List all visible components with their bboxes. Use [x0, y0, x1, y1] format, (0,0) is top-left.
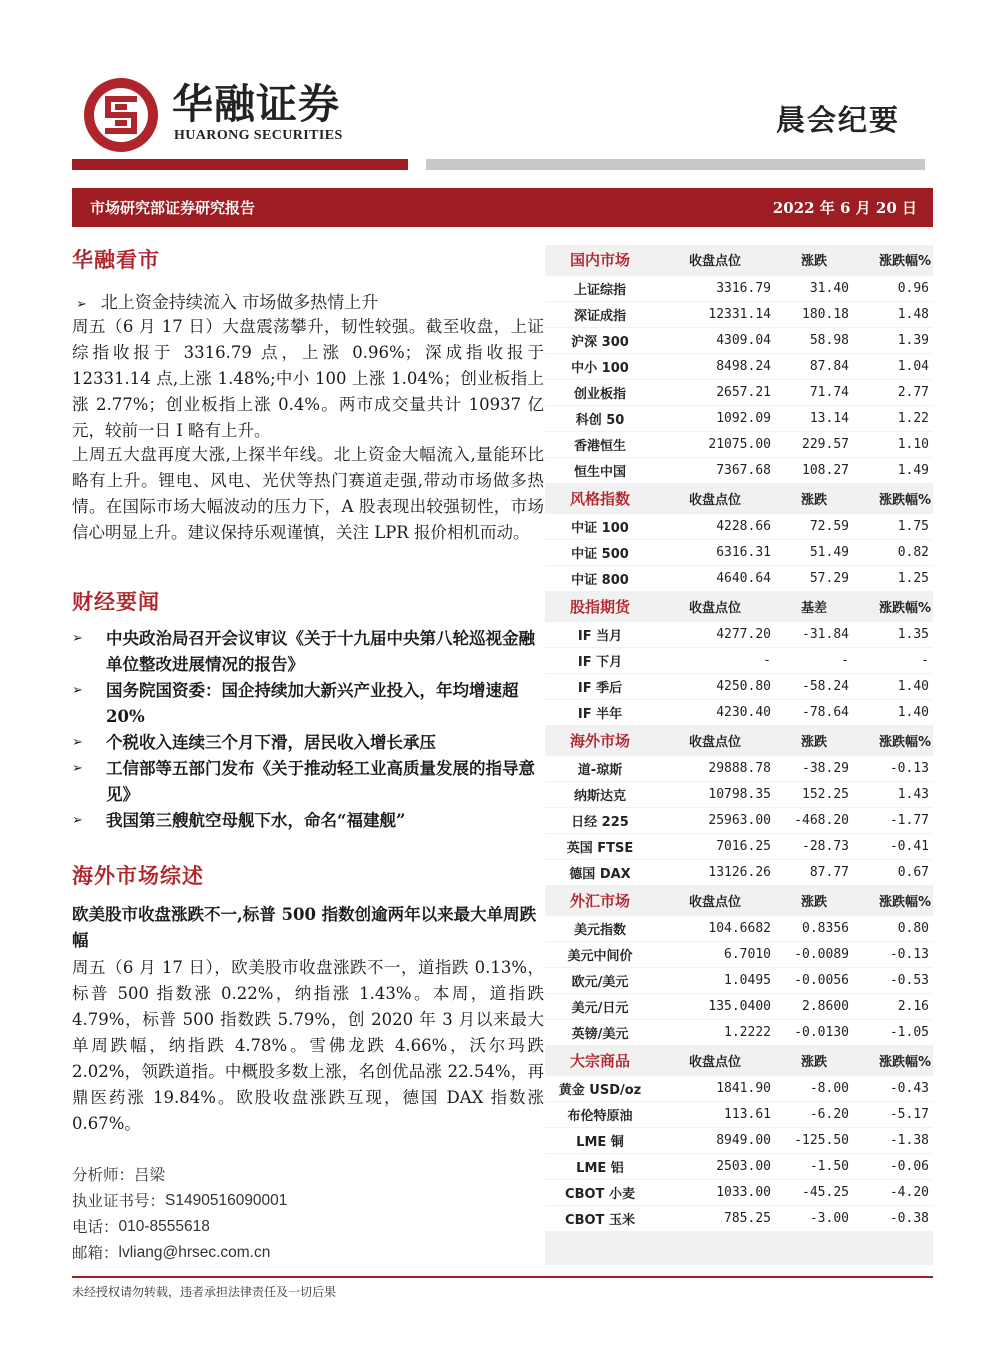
analyst-cert-row: [72, 1188, 287, 1214]
market-data-table: [545, 245, 933, 1232]
table-row: [545, 1153, 933, 1179]
table-cell: 1092.09: [655, 405, 775, 431]
table-cell: 4309.04: [655, 327, 775, 353]
table-cell: -4.20: [853, 1179, 933, 1205]
report-banner: [72, 188, 933, 227]
instrument-name: 沪深 300: [545, 327, 655, 353]
analyst-email: lvliang@hrsec.com.cn: [118, 1244, 271, 1261]
instrument-name: 英镑/美元: [545, 1019, 655, 1045]
market-view-subheading-text: 北上资金持续流入 市场做多热情上升: [100, 293, 379, 313]
analyst-phone-row: [72, 1214, 287, 1240]
table-row: [545, 513, 933, 539]
section-title-overseas-review: 海外市场综述: [72, 863, 204, 888]
analyst-phone-label: 电话：: [72, 1218, 119, 1236]
table-row: [545, 275, 933, 301]
table-cell: -38.29: [775, 755, 853, 781]
table-column-header: 收盘点位: [655, 591, 775, 621]
instrument-name: 英国 FTSE: [545, 833, 655, 859]
news-item-text: 我国第三艘航空母舰下水，命名“福建舰”: [106, 811, 406, 830]
table-cell: -3.00: [775, 1205, 853, 1231]
table-cell: -125.50: [775, 1127, 853, 1153]
footer-divider: [72, 1276, 933, 1278]
table-column-header: 涨跌: [775, 1045, 853, 1075]
table-cell: -5.17: [853, 1101, 933, 1127]
news-item-text: 国务院国资委：国企持续加大新兴产业投入，年均增速超 20%: [106, 681, 519, 726]
table-group-title: 大宗商品: [545, 1045, 655, 1075]
header-gray-bar: [426, 159, 925, 170]
table-cell: -78.64: [775, 699, 853, 725]
table-cell: -6.20: [775, 1101, 853, 1127]
table-cell: 6.7010: [655, 941, 775, 967]
table-row: [545, 993, 933, 1019]
list-item: [72, 678, 544, 730]
table-cell: 4277.20: [655, 621, 775, 647]
table-cell: 7016.25: [655, 833, 775, 859]
table-row: [545, 565, 933, 591]
market-data-sidebar: [545, 245, 933, 1265]
table-row: [545, 1205, 933, 1231]
table-cell: 229.57: [775, 431, 853, 457]
table-cell: 3316.79: [655, 275, 775, 301]
section-title-finance-news: 财经要闻: [72, 589, 160, 614]
news-item-text: 中央政治局召开会议审议《关于十九届中央第八轮巡视金融单位整改进展情况的报告》: [106, 629, 535, 674]
table-row: [545, 699, 933, 725]
table-cell: 104.6682: [655, 915, 775, 941]
instrument-name: 布伦特原油: [545, 1101, 655, 1127]
table-row: [545, 301, 933, 327]
table-row: [545, 1075, 933, 1101]
analyst-cert-number: S1490516090001: [165, 1192, 288, 1209]
table-group-title: 股指期货: [545, 591, 655, 621]
table-cell: 113.61: [655, 1101, 775, 1127]
table-group-header: [545, 483, 933, 513]
table-cell: -0.53: [853, 967, 933, 993]
arrow-bullet-icon: ➢: [72, 683, 83, 698]
table-column-header: 收盘点位: [655, 885, 775, 915]
table-cell: 152.25: [775, 781, 853, 807]
table-row: [545, 379, 933, 405]
table-cell: 4230.40: [655, 699, 775, 725]
arrow-bullet-icon: ➢: [72, 631, 83, 646]
table-cell: 1841.90: [655, 1075, 775, 1101]
table-cell: 0.96: [853, 275, 933, 301]
table-cell: 2.16: [853, 993, 933, 1019]
market-view-paragraph-1: 周五（6 月 17 日）大盘震荡攀升，韧性较强。截至收盘，上证综指收报于 3316.79 点，上涨 0.96%；深成指收报于 12331.14 点,上涨 1.48%;中小 100 上涨 1.04%；创业板指上涨 2.77%；创业板指上涨 0.4%。两市成交量共计 10937 亿元，较前一日 I 略有上升。: [72, 317, 544, 440]
table-cell: 0.8356: [775, 915, 853, 941]
table-cell: -0.43: [853, 1075, 933, 1101]
table-group-title: 外汇市场: [545, 885, 655, 915]
table-cell: 180.18: [775, 301, 853, 327]
table-row: [545, 647, 933, 673]
table-cell: 29888.78: [655, 755, 775, 781]
instrument-name: 美元中间价: [545, 941, 655, 967]
table-cell: -1.50: [775, 1153, 853, 1179]
table-cell: -28.73: [775, 833, 853, 859]
table-cell: 57.29: [775, 565, 853, 591]
table-column-header: 涨跌: [775, 725, 853, 755]
table-cell: 87.84: [775, 353, 853, 379]
table-cell: 1.75: [853, 513, 933, 539]
table-row: [545, 941, 933, 967]
table-cell: 1.35: [853, 621, 933, 647]
table-group-title: 国内市场: [545, 245, 655, 275]
table-cell: -1.38: [853, 1127, 933, 1153]
table-cell: -468.20: [775, 807, 853, 833]
table-row: [545, 621, 933, 647]
table-cell: 2.8600: [775, 993, 853, 1019]
table-cell: -1.05: [853, 1019, 933, 1045]
table-column-header: 收盘点位: [655, 725, 775, 755]
instrument-name: 黄金 USD/oz: [545, 1075, 655, 1101]
market-view-subheading: [76, 288, 378, 313]
table-cell: 1.10: [853, 431, 933, 457]
instrument-name: CBOT 玉米: [545, 1205, 655, 1231]
table-row: [545, 539, 933, 565]
news-item-text: 个税收入连续三个月下滑，居民收入增长承压: [106, 733, 436, 752]
table-cell: 8949.00: [655, 1127, 775, 1153]
table-cell: 12331.14: [655, 301, 775, 327]
table-cell: -31.84: [775, 621, 853, 647]
table-cell: -45.25: [775, 1179, 853, 1205]
table-column-header: 涨跌幅%: [853, 1045, 933, 1075]
table-row: [545, 915, 933, 941]
table-cell: -0.38: [853, 1205, 933, 1231]
instrument-name: 美元/日元: [545, 993, 655, 1019]
table-row: [545, 967, 933, 993]
table-column-header: 涨跌幅%: [853, 725, 933, 755]
table-row: [545, 1179, 933, 1205]
table-column-header: 涨跌: [775, 245, 853, 275]
analyst-phone: 010-8555618: [118, 1218, 210, 1235]
table-column-header: 涨跌: [775, 483, 853, 513]
table-cell: 2.77: [853, 379, 933, 405]
instrument-name: 恒生中国: [545, 457, 655, 483]
table-cell: 1.39: [853, 327, 933, 353]
overseas-paragraph: 周五（6 月 17 日），欧美股市收盘涨跌不一，道指跌 0.13%，标普 500 指数涨 0.22%，纳指涨 1.43%。本周，道指跌 4.79%，标普 500 指数跌 5.79%，创 2020 年 3 月以来最大单周跌幅，纳指跌 4.78%。雪佛龙跌 4.66%，沃尔玛跌 2.02%，领跌道指。中概股多数上涨，名创优品涨 22.54%，再鼎医药涨 19.84%。欧股收盘涨跌互现，德国 DAX 指数涨 0.67%。: [72, 958, 544, 1133]
table-cell: 2503.00: [655, 1153, 775, 1179]
table-group-header: [545, 1045, 933, 1075]
table-cell: -0.06: [853, 1153, 933, 1179]
table-cell: 25963.00: [655, 807, 775, 833]
table-cell: 10798.35: [655, 781, 775, 807]
table-column-header: 涨跌: [775, 885, 853, 915]
instrument-name: 德国 DAX: [545, 859, 655, 885]
table-cell: 1.49: [853, 457, 933, 483]
table-column-header: 收盘点位: [655, 1045, 775, 1075]
list-item: [72, 730, 544, 756]
arrow-bullet-icon: ➢: [72, 813, 83, 828]
instrument-name: IF 季后: [545, 673, 655, 699]
instrument-name: 中证 800: [545, 565, 655, 591]
table-cell: 1033.00: [655, 1179, 775, 1205]
table-cell: 72.59: [775, 513, 853, 539]
table-cell: -1.77: [853, 807, 933, 833]
analyst-email-label: 邮箱：: [72, 1244, 119, 1262]
table-cell: -0.0089: [775, 941, 853, 967]
table-cell: -: [775, 647, 853, 673]
instrument-name: 道-琼斯: [545, 755, 655, 781]
analyst-info: [72, 1162, 287, 1266]
brand-name-en: HUARONG SECURITIES: [174, 128, 343, 143]
table-cell: 0.67: [853, 859, 933, 885]
table-group-title: 海外市场: [545, 725, 655, 755]
document-type: 晨会纪要: [775, 103, 900, 137]
instrument-name: LME 铜: [545, 1127, 655, 1153]
instrument-name: CBOT 小麦: [545, 1179, 655, 1205]
table-column-header: 涨跌幅%: [853, 885, 933, 915]
instrument-name: 上证综指: [545, 275, 655, 301]
table-row: [545, 431, 933, 457]
table-row: [545, 327, 933, 353]
table-cell: 87.77: [775, 859, 853, 885]
instrument-name: 美元指数: [545, 915, 655, 941]
table-cell: 1.25: [853, 565, 933, 591]
table-column-header: 涨跌幅%: [853, 483, 933, 513]
arrow-bullet-icon: ➢: [72, 761, 83, 776]
table-row: [545, 755, 933, 781]
table-cell: -0.41: [853, 833, 933, 859]
table-row: [545, 833, 933, 859]
instrument-name: 中证 500: [545, 539, 655, 565]
table-cell: 1.0495: [655, 967, 775, 993]
list-item: [72, 808, 544, 834]
instrument-name: 香港恒生: [545, 431, 655, 457]
table-row: [545, 457, 933, 483]
analyst-name-row: [72, 1162, 287, 1188]
table-cell: -0.0130: [775, 1019, 853, 1045]
table-cell: 0.80: [853, 915, 933, 941]
instrument-name: 欧元/美元: [545, 967, 655, 993]
table-cell: -0.13: [853, 941, 933, 967]
table-row: [545, 1127, 933, 1153]
finance-news-list: [72, 626, 544, 834]
table-row: [545, 1019, 933, 1045]
instrument-name: IF 下月: [545, 647, 655, 673]
table-cell: 1.2222: [655, 1019, 775, 1045]
table-row: [545, 405, 933, 431]
table-cell: 0.82: [853, 539, 933, 565]
table-column-header: 基差: [775, 591, 853, 621]
table-cell: 21075.00: [655, 431, 775, 457]
table-row: [545, 673, 933, 699]
overseas-headline: 欧美股市收盘涨跌不一,标普 500 指数创逾两年以来最大单周跌幅: [72, 905, 537, 950]
instrument-name: IF 半年: [545, 699, 655, 725]
list-item: [72, 626, 544, 678]
arrow-bullet-icon: ➢: [72, 735, 83, 750]
analyst-name-label: 分析师：: [72, 1166, 135, 1184]
instrument-name: 日经 225: [545, 807, 655, 833]
table-group-header: [545, 591, 933, 621]
table-cell: 1.40: [853, 699, 933, 725]
table-group-header: [545, 245, 933, 275]
table-cell: 4250.80: [655, 673, 775, 699]
table-cell: 13.14: [775, 405, 853, 431]
analyst-cert-label: 执业证书号：: [72, 1192, 166, 1210]
table-cell: 71.74: [775, 379, 853, 405]
table-row: [545, 781, 933, 807]
instrument-name: 创业板指: [545, 379, 655, 405]
table-cell: 785.25: [655, 1205, 775, 1231]
table-cell: 6316.31: [655, 539, 775, 565]
brand-name-cn: 华融证券: [172, 80, 340, 128]
table-row: [545, 1101, 933, 1127]
analyst-email-row: [72, 1240, 287, 1266]
banner-date: 2022 年 6 月 20 日: [772, 199, 917, 217]
table-cell: 1.22: [853, 405, 933, 431]
table-column-header: 涨跌幅%: [853, 245, 933, 275]
huarong-logo-icon: [82, 76, 160, 154]
table-cell: 1.43: [853, 781, 933, 807]
instrument-name: 科创 50: [545, 405, 655, 431]
section-title-market-view: 华融看市: [72, 247, 160, 272]
instrument-name: LME 铝: [545, 1153, 655, 1179]
analyst-name: 吕梁: [134, 1166, 166, 1184]
table-cell: 13126.26: [655, 859, 775, 885]
table-cell: 135.0400: [655, 993, 775, 1019]
table-group-header: [545, 885, 933, 915]
instrument-name: 深证成指: [545, 301, 655, 327]
table-cell: 1.40: [853, 673, 933, 699]
table-cell: 1.04: [853, 353, 933, 379]
table-cell: -: [853, 647, 933, 673]
arrow-bullet-icon: ➢: [76, 297, 87, 312]
table-cell: 4640.64: [655, 565, 775, 591]
table-cell: 2657.21: [655, 379, 775, 405]
list-item: [72, 756, 544, 808]
table-cell: -: [655, 647, 775, 673]
footer-disclaimer: 未经授权请勿转载，违者承担法律责任及一切后果: [72, 1285, 337, 1299]
news-item-text: 工信部等五部门发布《关于推动轻工业高质量发展的指导意见》: [106, 759, 535, 804]
table-group-title: 风格指数: [545, 483, 655, 513]
instrument-name: IF 当月: [545, 621, 655, 647]
table-cell: -0.0056: [775, 967, 853, 993]
table-column-header: 涨跌幅%: [853, 591, 933, 621]
table-column-header: 收盘点位: [655, 245, 775, 275]
table-column-header: 收盘点位: [655, 483, 775, 513]
table-cell: 31.40: [775, 275, 853, 301]
banner-department: 市场研究部证券研究报告: [90, 199, 256, 217]
instrument-name: 中小 100: [545, 353, 655, 379]
table-cell: 58.98: [775, 327, 853, 353]
table-cell: 51.49: [775, 539, 853, 565]
table-cell: 1.48: [853, 301, 933, 327]
table-cell: -58.24: [775, 673, 853, 699]
table-cell: -8.00: [775, 1075, 853, 1101]
table-group-header: [545, 725, 933, 755]
instrument-name: 中证 100: [545, 513, 655, 539]
table-row: [545, 859, 933, 885]
table-cell: 7367.68: [655, 457, 775, 483]
table-cell: 4228.66: [655, 513, 775, 539]
table-row: [545, 353, 933, 379]
table-cell: -0.13: [853, 755, 933, 781]
instrument-name: 纳斯达克: [545, 781, 655, 807]
header-accent-bar: [72, 159, 408, 170]
table-cell: 8498.24: [655, 353, 775, 379]
table-cell: 108.27: [775, 457, 853, 483]
table-row: [545, 807, 933, 833]
market-view-paragraph-2: 上周五大盘再度大涨,上探半年线。北上资金大幅流入,量能环比略有上升。锂电、风电、光伏等热门赛道走强,带动市场做多热情。在国际市场大幅波动的压力下，A 股表现出较强韧性，市场信心明显上升。建议保持乐观谨慎，关注 LPR 报价相机而动。: [72, 445, 544, 542]
